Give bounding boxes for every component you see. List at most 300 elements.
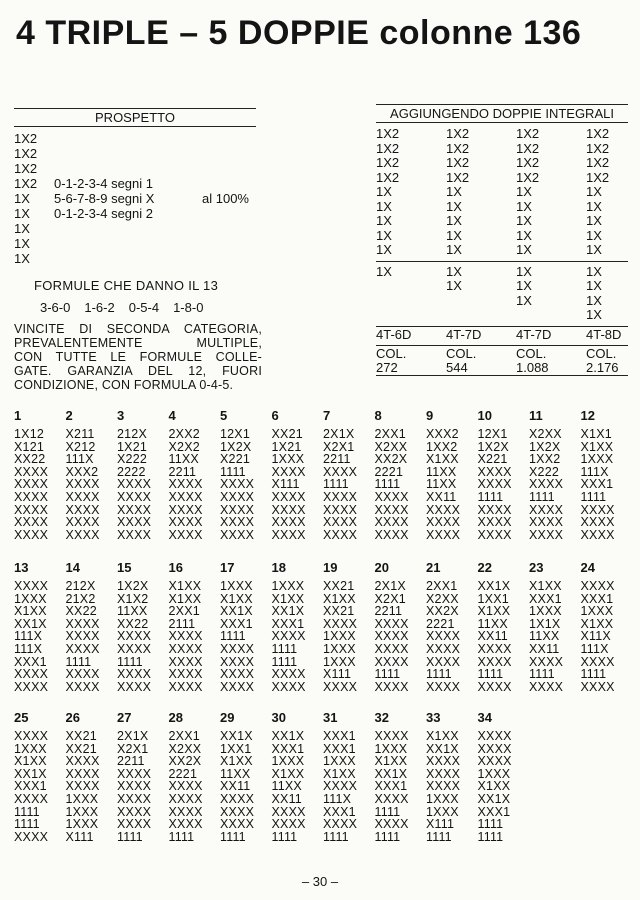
agg-cell: 1X [446,184,462,199]
column-line: X1XX [426,729,459,743]
column-line: 1111 [65,654,92,669]
column-line: XXXX [529,477,564,492]
vincite-line: GATE. GARANZIA DEL 12, FUORI [14,364,262,378]
column-line: XXXX [220,641,255,656]
column-line: X2X1 [323,439,355,454]
system-column [426,408,478,541]
column-line: XX1X [220,729,253,743]
column-line: XXXX [220,502,255,517]
column-line: XXXX [426,502,461,517]
column-line: XXXX [374,502,409,517]
column-line: XXXX [323,616,358,631]
column-line: XXXX [374,489,409,504]
column-line: 1XXX [323,654,356,669]
agg-cell: 1X2 [446,126,470,141]
column-line: X2X1 [374,591,406,606]
column-line: XXXX [477,464,512,479]
agg-col-word: COL. [586,346,617,361]
prospetto-sign: 1X2 [14,146,38,161]
agg-cell: 1X2 [516,140,540,156]
column-line: 1XXX [65,804,99,819]
column-line: 1111 [477,489,504,504]
column-line: 1111 [529,489,555,504]
agg-extra-cell: 1X [516,263,532,279]
column-line: XXXX [220,515,255,530]
column-line: XXXX [477,641,512,656]
column-line: XXXX [323,515,358,530]
system-column [117,710,169,843]
column-line: 1XXX [65,791,99,806]
column-line: 1XXX [580,452,614,467]
system-column [375,560,427,693]
column-line: XXXX [580,579,615,593]
system-column [323,408,375,541]
column-line: 2XX2 [168,427,200,441]
column-line: 1XXX [477,766,511,781]
system-column [478,408,530,541]
agg-label: 4T-6D [376,326,412,342]
agg-extra-cell: 1X [586,307,602,322]
agg-cell: 1X2 [446,155,470,170]
column-line: XXXX [168,515,203,530]
prospetto-sign: 1X [14,236,30,251]
column-line: X111 [323,667,352,682]
column-number: 13 [14,560,29,575]
column-line: X1XX [374,754,408,769]
column-line: X1XX [168,591,202,606]
column-line: XXXX [14,527,49,542]
formula-item: 1-8-0 [173,300,204,315]
column-number: 21 [426,560,441,575]
column-line: XXXX [117,527,152,542]
column-line: XX21 [271,427,303,441]
column-line: 1111 [529,667,555,682]
column-line: XXXX [168,489,203,504]
column-line: X1X1 [580,427,612,441]
aggiungendo-table [376,104,628,376]
column-line: XXXX [426,766,461,781]
column-number: 19 [323,560,338,575]
column-line: 1111 [374,804,401,819]
column-line: XXXX [529,515,564,530]
column-line: 1111 [168,829,195,844]
column-line: XXXX [374,817,409,832]
column-line: XXXX [374,629,409,644]
column-line: X1XX [14,604,47,619]
column-line: X221 [220,452,250,467]
column-line: 111X [14,629,43,644]
column-line: XXXX [426,654,461,669]
column-line: XX1X [271,604,305,619]
system-column [66,710,118,843]
column-line: 111X [580,641,609,656]
agg-col-value: 2.176 [586,360,619,375]
column-line: XX2X [168,754,202,769]
column-line: XX1X [220,604,253,619]
column-line: XXXX [374,527,409,542]
agg-col-word: COL. [446,346,477,361]
column-line: X1XX [271,591,305,606]
column-line: XXXX [580,654,615,669]
column-line: XXXX [14,464,49,479]
column-line: XXXX [323,489,358,504]
column-line: 2211 [323,452,351,467]
column-line: XXXX [220,477,255,492]
column-line: X1XX [529,579,562,593]
formula-item: 0-5-4 [128,300,160,315]
column-number: 17 [220,560,235,575]
column-line: X1XX [580,439,614,454]
column-line: XX21 [323,579,355,593]
column-line: 2XX1 [168,729,200,743]
column-line: 1111 [14,804,40,819]
agg-cell: 1X2 [586,126,610,141]
column-number: 23 [529,560,544,575]
prospetto-pct: al 100% [202,191,249,206]
system-column [169,560,221,693]
system-column [272,710,324,843]
column-line: 1XXX [580,604,614,619]
column-line: 1111 [271,654,298,669]
column-line: 1111 [374,477,401,492]
column-line: X222 [529,464,559,479]
column-line: 1111 [580,667,607,682]
column-line: 11XX [426,464,457,479]
column-line: XXX1 [271,741,305,756]
system-column [169,710,221,843]
column-line: XXXX [271,679,306,694]
column-number: 30 [271,710,286,725]
prospetto-row [14,146,256,161]
column-line: 1XXX [323,629,356,644]
columns-row-1 [14,408,632,541]
column-line: XXXX [14,667,49,682]
column-number: 3 [117,408,125,423]
column-line: XXXX [426,641,461,656]
column-line: 1111 [117,829,143,844]
column-line: XXXX [426,629,461,644]
column-line: X111 [65,829,94,844]
system-column [117,408,169,541]
column-line: 1XXX [529,604,562,619]
agg-cell: 1X2 [516,126,540,141]
column-line: XXXX [426,779,461,794]
column-line: XX2X [374,452,408,467]
system-column [14,408,66,541]
column-line: 11XX [271,779,302,794]
column-line: XXXX [477,502,512,517]
column-line: XXXX [580,502,615,517]
system-column [14,560,66,693]
system-column [426,560,478,693]
column-line: 1111 [426,829,452,844]
column-line: XX2X [426,604,459,619]
column-line: XX1X [14,616,47,631]
column-number: 4 [168,408,176,423]
agg-cell: 1X [446,213,462,228]
column-line: X111 [426,817,455,832]
agg-cell: 1X [586,213,602,228]
column-line: XXXX [168,527,203,542]
prospetto-row [14,236,256,251]
column-line: XXX2 [426,427,459,441]
column-line: XXXX [220,527,255,542]
column-line: XXXX [477,515,512,530]
column-line: XXXX [271,667,306,682]
column-line: XXXX [117,477,152,492]
column-line: 2221 [374,464,404,479]
agg-cell: 1X [586,242,602,257]
system-column [272,408,324,541]
agg-cell: 1X2 [376,126,400,141]
system-column [14,710,66,843]
column-line: XXXX [14,791,49,806]
column-line: XXXX [168,629,203,644]
column-number: 31 [323,710,338,725]
column-line: XXXX [271,629,306,644]
column-line: X1XX [14,754,47,769]
column-line: 1XX1 [477,591,509,606]
column-line: XXXX [271,489,306,504]
column-line: XXX1 [14,654,47,669]
column-line: 1XXX [14,741,47,756]
column-line: XXXX [220,804,255,819]
column-line: XXXX [65,515,100,530]
column-line: XXXX [374,679,409,694]
column-number: 24 [580,560,595,575]
column-number: 7 [323,408,331,423]
column-line: 1XXX [426,791,459,806]
agg-label: 4T-8D [586,326,622,342]
column-line: XXX1 [323,804,356,819]
column-line: 11XX [426,477,457,492]
prospetto-row [14,251,256,266]
column-line: XXXX [271,817,306,832]
column-line: 1XXX [14,591,47,606]
column-line: XXX1 [14,779,47,794]
column-line: 1X2X [529,439,561,454]
column-line: XXXX [14,489,49,504]
column-line: XX11 [477,629,508,644]
column-line: XXXX [374,729,409,743]
formula-item: 1-6-2 [84,300,115,315]
column-line: XXX1 [529,591,562,606]
column-line: X1XX [220,754,253,769]
column-line: XXXX [117,502,152,517]
column-line: X1XX [271,766,305,781]
column-line: XXXX [117,629,152,644]
system-column [478,560,530,693]
column-line: XXXX [220,654,255,669]
column-line: 212X [117,427,147,441]
column-line: XXXX [374,515,409,530]
column-line: XXXX [477,741,512,756]
agg-cell: 1X [376,213,392,228]
system-column [66,560,118,693]
agg-cell: 1X2 [586,140,610,156]
agg-col-word: COL. [376,346,407,361]
column-line: XXXX [117,641,152,656]
columns-row-2 [14,560,632,693]
column-line: 12X1 [477,427,508,441]
agg-cell: 1X [376,242,392,257]
agg-label: 4T-7D [446,326,482,342]
column-line: XXXX [65,502,100,517]
column-line: XXXX [477,527,512,542]
column-line: XX11 [220,779,251,794]
system-column [323,560,375,693]
column-line: 11XX [168,452,199,467]
system-column [117,560,169,693]
agg-cell: 1X2 [376,155,400,170]
column-line: XXX1 [374,779,408,794]
column-line: XXXX [168,791,203,806]
column-line: XX11 [271,791,302,806]
column-line: XXXX [117,779,152,794]
column-number: 2 [65,408,73,423]
column-line: X1XX [323,766,356,781]
column-line: XXXX [65,477,100,492]
column-line: 1111 [477,829,504,844]
column-line: X121 [14,439,44,454]
column-line: 1111 [271,641,298,656]
column-line: XX1X [14,766,47,781]
column-line: XXXX [65,679,100,694]
column-line: XXXX [220,679,255,694]
column-line: XXXX [65,629,100,644]
column-line: 1111 [477,817,504,832]
column-line: 1XXX [323,641,356,656]
column-line: X221 [477,452,508,467]
column-line: XXXX [220,817,255,832]
column-line: XXXX [117,766,152,781]
column-line: XXXX [168,667,203,682]
column-line: 2222 [117,464,146,479]
column-line: 1XX1 [220,741,252,756]
column-line: 212X [65,579,96,593]
agg-col-value: 544 [446,360,468,375]
column-line: 1111 [580,489,607,504]
agg-extra-cell: 1X [376,263,392,279]
column-line: XXXX [65,754,100,769]
column-line: XXXX [168,779,203,794]
column-line: X1X2 [117,591,149,606]
column-line: XXXX [117,817,152,832]
column-number: 11 [529,408,543,423]
agg-cell: 1X [516,213,532,228]
column-line: 2X1X [374,579,406,593]
column-line: XXXX [323,464,358,479]
column-line: XXXX [14,477,49,492]
agg-extra-cell [516,308,586,323]
vincite-line: CON TUTTE LE FORMULE COLLE- [14,350,262,364]
column-line: 2XX1 [168,604,200,619]
aggiungendo-labels [376,326,628,343]
column-number: 12 [580,408,595,423]
column-line: XXXX [271,527,306,542]
prospetto-sign: 1X [14,221,30,236]
agg-extra-cell: 1X [586,263,602,279]
column-line: XXXX [374,616,409,631]
column-line: XXX1 [271,616,305,631]
column-line: XXXX [220,791,255,806]
column-line: XXXX [14,579,49,593]
column-line: X2XX [374,439,408,454]
column-number: 15 [117,560,132,575]
agg-cell: 1X2 [446,140,470,156]
column-line: 2X1X [117,729,149,743]
column-line: 11XX [529,629,560,644]
column-number: 33 [426,710,441,725]
column-line: 1111 [323,829,349,844]
agg-col-value: 272 [376,360,398,375]
column-line: XXXX [14,679,49,694]
column-line: XX22 [117,616,149,631]
column-line: 11XX [117,604,148,619]
column-line: 2211 [168,464,197,479]
vincite-line: CONDIZIONE, CON FORMULA 0-4-5. [14,378,234,392]
system-column [581,408,633,541]
aggiungendo-col-counts [376,345,628,376]
columns-row-3 [14,710,529,843]
column-line: XXXX [117,667,152,682]
vincite-paragraph [14,322,262,392]
column-line: XXXX [168,502,203,517]
system-column [220,710,272,843]
column-line: 1XXX [271,452,305,467]
column-line: XXX1 [580,591,614,606]
column-line: XXX2 [65,464,99,479]
agg-extra-cell [446,308,516,323]
column-line: XX1X [477,791,511,806]
column-line: XX1X [271,729,305,743]
column-line: XXXX [529,527,564,542]
prospetto-desc: 0-1-2-3-4 segni 1 [54,176,153,191]
column-line: 111X [65,452,94,467]
column-line: 12X1 [220,427,250,441]
column-line: XXXX [580,515,615,530]
column-line: X1XX [168,579,202,593]
column-number: 32 [374,710,389,725]
prospetto-heading: PROSPETTO [14,108,256,127]
agg-cell: 1X [376,227,392,243]
column-number: 10 [477,408,492,423]
column-line: 1XXX [426,804,459,819]
column-line: XXXX [220,667,255,682]
prospetto-sign: 1X2 [14,176,38,191]
column-line: XXXX [168,817,203,832]
prospetto-desc: 5-6-7-8-9 segni X [54,191,155,206]
column-line: XXXX [14,829,49,844]
agg-extra-cell [376,294,446,309]
prospetto-row [14,131,256,146]
column-line: 1XXX [374,741,408,756]
column-line: 2221 [426,616,455,631]
column-line: XX1X [374,766,408,781]
column-line: XX1X [477,579,511,593]
column-line: 1111 [117,654,143,669]
page-number: – 30 – [301,874,339,889]
prospetto-sign: 1X [14,206,30,221]
column-line: XXXX [323,817,358,832]
column-line: 1X2X [220,439,252,454]
column-number: 14 [65,560,80,575]
column-number: 25 [14,710,29,725]
column-line: XXXX [529,654,564,669]
column-line: XX22 [14,452,46,467]
column-line: XXXX [168,477,203,492]
column-line: X1XX [426,452,459,467]
